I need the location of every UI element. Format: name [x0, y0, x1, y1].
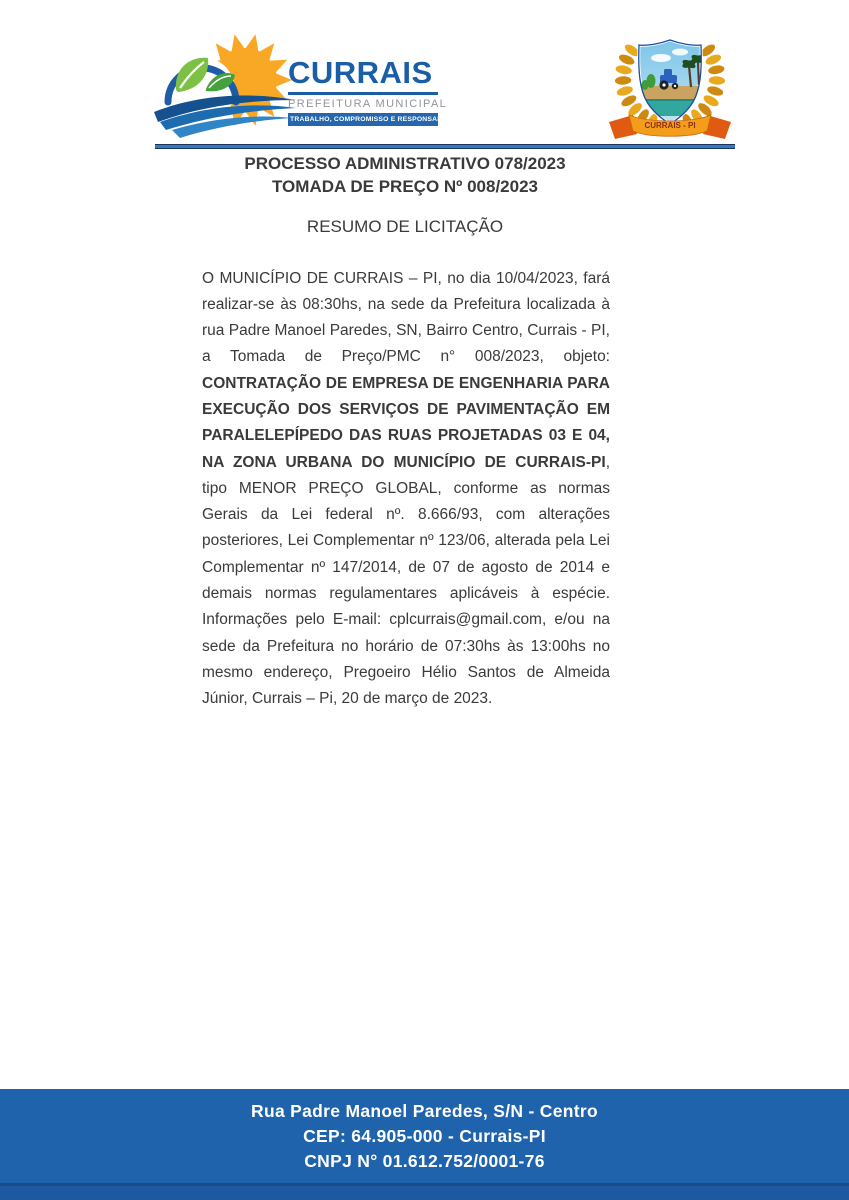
process-title: PROCESSO ADMINISTRATIVO 078/2023	[244, 154, 566, 173]
logo-city-name: CURRAIS	[288, 55, 433, 90]
header-divider-rule	[155, 144, 735, 149]
footer-cep: CEP: 64.905-000 - Currais-PI	[303, 1126, 546, 1146]
coat-of-arms-icon	[601, 28, 739, 140]
footer-address: Rua Padre Manoel Paredes, S/N - Centro	[251, 1101, 598, 1121]
paragraph-rest: , tipo MENOR PREÇO GLOBAL, conforme as normas Gerais da Lei federal nº. 8.666/93, com alterações posteriores, Lei Complementar nº 123/06, alterada pela Lei Complementar nº 147/2014, de 07 de agosto de 2014 e demais normas regulamentares aplicáveis à espécie. Informações pelo E-mail: cplcurrais@gmail.com, e/ou na sede da Prefeitura no horário de 07:30hs às 13:00hs no mesmo endereço, Pregoeiro Hélio Santos de Almeida Júnior, Currais – Pi, 20 de março de 2023.	[202, 453, 610, 708]
bid-title: TOMADA DE PREÇO Nº 008/2023	[271, 177, 538, 196]
paragraph-object-bold: CONTRATAÇÃO DE EMPRESA DE ENGENHARIA PARA EXECUÇÃO DOS SERVIÇOS DE PAVIMENTAÇÃO EM PARALELEPÍPEDO DAS RUAS PROJETADAS 03 E 04, NA ZONA URBANA DO MUNICÍPIO DE CURRAIS-PI	[202, 374, 610, 471]
footer-cnpj: CNPJ N° 01.612.752/0001-76	[304, 1151, 545, 1171]
logo-subtitle: PREFEITURA MUNICIPAL	[288, 97, 448, 110]
footer-band	[0, 1089, 849, 1200]
summary-paragraph	[202, 266, 610, 713]
crest-ribbon-label: CURRAIS - PI	[644, 121, 696, 130]
sun-leaf-emblem-icon	[150, 28, 300, 140]
paragraph-intro: O MUNICÍPIO DE CURRAIS – PI, no dia 10/04/2023, fará realizar-se às 08:30hs, na sede da Prefeitura localizada à rua Padre Manoel Paredes, SN, Bairro Centro, Currais - PI, a Tomada de Preço/PMC n° 008/2023, objeto:	[202, 269, 610, 366]
logo-wordmark	[288, 55, 471, 126]
summary-subtitle: RESUMO DE LICITAÇÃO	[306, 217, 504, 236]
logo-divider	[288, 92, 438, 95]
prefeitura-logo	[150, 28, 471, 140]
footer-text	[0, 1099, 849, 1174]
document-titles	[200, 152, 610, 238]
logo-tagline-banner: TRABALHO, COMPROMISSO E RESPONSABILIDADE	[288, 113, 438, 126]
